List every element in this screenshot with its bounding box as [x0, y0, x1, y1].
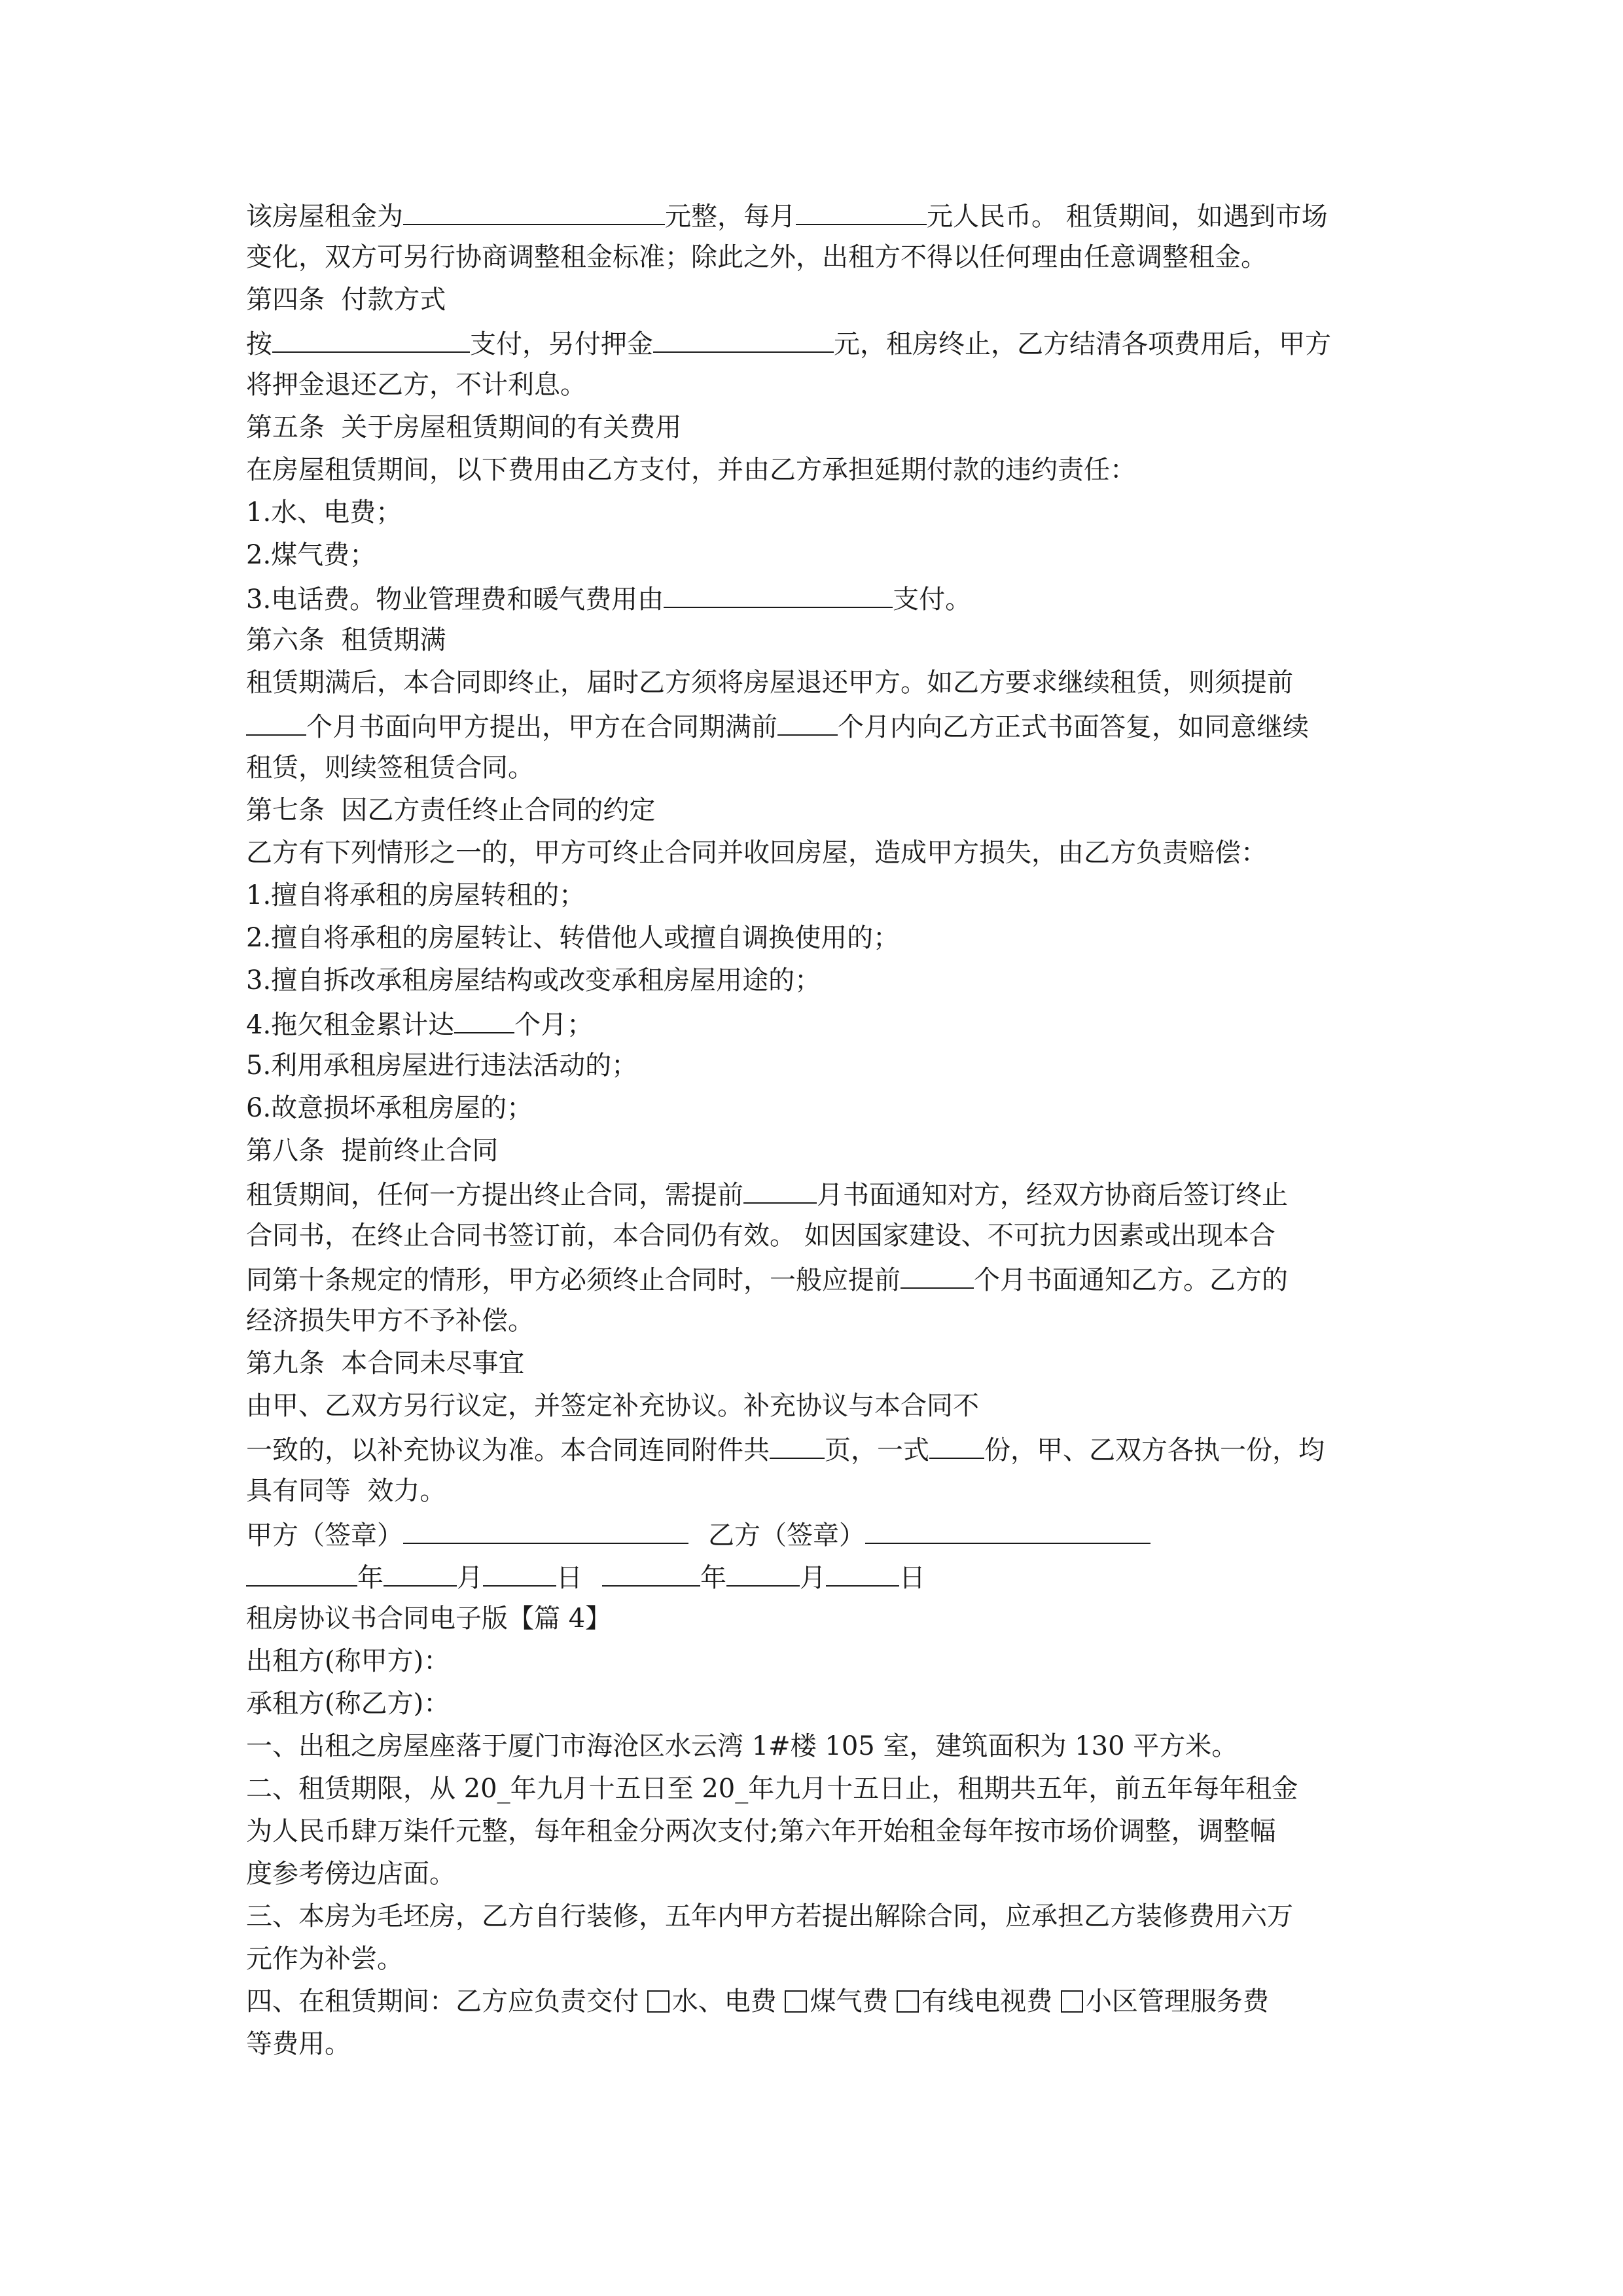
text: 支付。	[893, 584, 972, 615]
month-a-blank[interactable]	[383, 1555, 457, 1587]
checkbox-utilities[interactable]	[647, 1990, 669, 2013]
rent-line-1	[246, 194, 1382, 236]
text: 3.电话费。物业管理费和暖气费用由	[246, 584, 664, 615]
clause-3-line-2: 元作为补尝。	[246, 1944, 403, 1974]
clause-4-line-1	[246, 1981, 1382, 2023]
checkbox-property-fee[interactable]	[1061, 1990, 1083, 2013]
clause-2-line-3: 度参考傍边店面。	[246, 1859, 455, 1889]
expiry-line-2	[246, 704, 1382, 747]
signature-line	[246, 1513, 1382, 1555]
text: 个月书面通知乙方。乙方的	[974, 1265, 1288, 1295]
day-b-blank[interactable]	[826, 1555, 899, 1587]
text: 年	[700, 1563, 726, 1593]
lessor-label: 出租方(称甲方)：	[246, 1646, 450, 1676]
termination-item-6: 6.故意损坏承租房屋的；	[246, 1093, 533, 1123]
text: 个月；	[514, 1010, 594, 1040]
expiry-line-1: 租赁期满后，本合同即终止，届时乙方须将房屋退还甲方。如乙方要求继续租赁，则须提前	[246, 668, 1293, 698]
pages-blank[interactable]	[770, 1427, 825, 1459]
document-page	[246, 194, 1382, 2066]
arrears-months-blank[interactable]	[454, 1002, 514, 1033]
landlord-notice-blank[interactable]	[901, 1257, 974, 1289]
payment-line-2: 将押金退还乙方，不计利息。	[246, 370, 586, 400]
text: 元整，每月	[665, 202, 796, 232]
lessee-label: 承租方(称乙方)：	[246, 1689, 450, 1719]
checkbox-label: 小区管理服务费	[1085, 1986, 1269, 2017]
checkbox-label: 煤气费	[810, 1986, 889, 2017]
text: 一致的，以补充协议为准。本合同连同附件共	[246, 1435, 770, 1465]
copies-blank[interactable]	[929, 1427, 984, 1459]
checkbox-label: 有线电视费	[921, 1986, 1053, 2017]
clause-1: 一、出租之房屋座落于厦门市海沧区水云湾 1#楼 105 室，建筑面积为 130 平方米。	[246, 1731, 1238, 1761]
rent-line-2: 变化，双方可另行协商调整租金标准；除此之外，出租方不得以任何理由任意调整租金。	[246, 242, 1267, 272]
misc-line-2	[246, 1427, 1382, 1470]
article-7-heading: 第七条 因乙方责任终止合同的约定	[246, 795, 656, 825]
early-line-2: 合同书，在终止合同书签订前，本合同仍有效。 如因国家建设、不可抗力因素或出现本合	[246, 1221, 1275, 1251]
monthly-rent-blank[interactable]	[796, 194, 927, 225]
termination-item-2: 2.擅自将承租的房屋转让、转借他人或擅自调换使用的；	[246, 923, 900, 953]
expiry-line-3: 租赁，则续签租赁合同。	[246, 753, 534, 783]
early-line-4: 经济损失甲方不予补偿。	[246, 1306, 534, 1336]
fee-item-3	[246, 577, 1382, 619]
party-b-signature-blank[interactable]	[865, 1513, 1150, 1544]
early-line-3	[246, 1257, 1382, 1300]
fee-payer-blank[interactable]	[664, 577, 893, 608]
text: 日	[556, 1563, 582, 1593]
text: 甲方（签章）	[246, 1520, 403, 1551]
text: 日	[899, 1563, 925, 1593]
text: 支付，另付押金	[470, 329, 653, 359]
misc-line-1: 由甲、乙双方另行议定，并签定补充协议。补充协议与本合同不	[246, 1391, 979, 1421]
termination-item-4	[246, 1002, 1382, 1045]
fee-item-2: 2.煤气费；	[246, 540, 376, 570]
text: 月书面通知对方，经双方协商后签订终止	[817, 1180, 1288, 1210]
payment-method-blank[interactable]	[272, 321, 470, 353]
text: 同第十条规定的情形，甲方必须终止合同时，一般应提前	[246, 1265, 901, 1295]
text: 元人民币。 租赁期间，如遇到市场	[927, 202, 1328, 232]
text: 4.拖欠租金累计达	[246, 1010, 455, 1040]
party-a-signature-blank[interactable]	[403, 1513, 688, 1544]
checkbox-gas[interactable]	[785, 1990, 807, 2013]
text: 年	[357, 1563, 383, 1593]
text: 租赁期间，任何一方提出终止合同，需提前	[246, 1180, 743, 1210]
article-5-heading: 第五条 关于房屋租赁期间的有关费用	[246, 412, 682, 442]
text: 页，一式	[825, 1435, 929, 1465]
text: 该房屋租金为	[246, 202, 403, 232]
early-line-1	[246, 1172, 1382, 1215]
fee-item-1: 1.水、电费；	[246, 497, 402, 528]
checkbox-label: 水、电费	[671, 1986, 777, 2017]
termination-intro: 乙方有下列情形之一的，甲方可终止合同并收回房屋，造成甲方损失，由乙方负责赔偿：	[246, 838, 1267, 868]
payment-line-1	[246, 321, 1382, 364]
article-8-heading: 第八条 提前终止合同	[246, 1136, 499, 1166]
text: 元，租房终止，乙方结清各项费用后，甲方	[834, 329, 1331, 359]
clause-4-line-2: 等费用。	[246, 2029, 351, 2059]
day-a-blank[interactable]	[483, 1555, 556, 1587]
text: 月	[800, 1563, 826, 1593]
termination-item-3: 3.擅自拆改承租房屋结构或改变承租房屋用途的；	[246, 965, 821, 996]
clause-2-line-1: 二、租赁期限，从 20_年九月十五日至 20_年九月十五日止，租期共五年，前五年每年租金	[246, 1774, 1298, 1804]
text: 个月书面向甲方提出，甲方在合同期满前	[306, 712, 777, 742]
fee-intro: 在房屋租赁期间，以下费用由乙方支付，并由乙方承担延期付款的违约责任：	[246, 455, 1136, 485]
year-b-blank[interactable]	[602, 1555, 700, 1587]
clause-3-line-1: 三、本房为毛坯房，乙方自行装修，五年内甲方若提出解除合同，应承担乙方装修费用六万	[246, 1901, 1293, 1931]
clause-2-line-2: 为人民币肆万柒仟元整，每年租金分两次支付;第六年开始租金每年按市场价调整，调整幅	[246, 1816, 1276, 1846]
text: 月	[457, 1563, 483, 1593]
text: 按	[246, 329, 272, 359]
deposit-blank[interactable]	[653, 321, 834, 353]
termination-item-1: 1.擅自将承租的房屋转租的；	[246, 880, 586, 910]
rent-amount-blank[interactable]	[403, 194, 665, 225]
termination-item-5: 5.利用承租房屋进行违法活动的；	[246, 1050, 638, 1081]
year-a-blank[interactable]	[246, 1555, 357, 1587]
notice-months-blank[interactable]	[246, 704, 306, 736]
article-6-heading: 第六条 租赁期满	[246, 625, 446, 655]
text: 个月内向乙方正式书面答复，如同意继续	[838, 712, 1309, 742]
month-b-blank[interactable]	[726, 1555, 800, 1587]
section-4-title: 租房协议书合同电子版【篇 4】	[246, 1604, 612, 1634]
date-line	[246, 1555, 1382, 1598]
reply-months-blank[interactable]	[777, 704, 838, 736]
article-4-heading: 第四条 付款方式	[246, 285, 446, 315]
misc-line-3: 具有同等 效力。	[246, 1476, 446, 1506]
text: 四、在租赁期间：乙方应负责交付	[246, 1986, 639, 2017]
text: 乙方（签章）	[708, 1520, 865, 1551]
text: 份，甲、乙双方各执一份，均	[984, 1435, 1325, 1465]
checkbox-cable-tv[interactable]	[897, 1990, 919, 2013]
article-9-heading: 第九条 本合同未尽事宜	[246, 1348, 525, 1378]
early-notice-blank[interactable]	[743, 1172, 817, 1204]
